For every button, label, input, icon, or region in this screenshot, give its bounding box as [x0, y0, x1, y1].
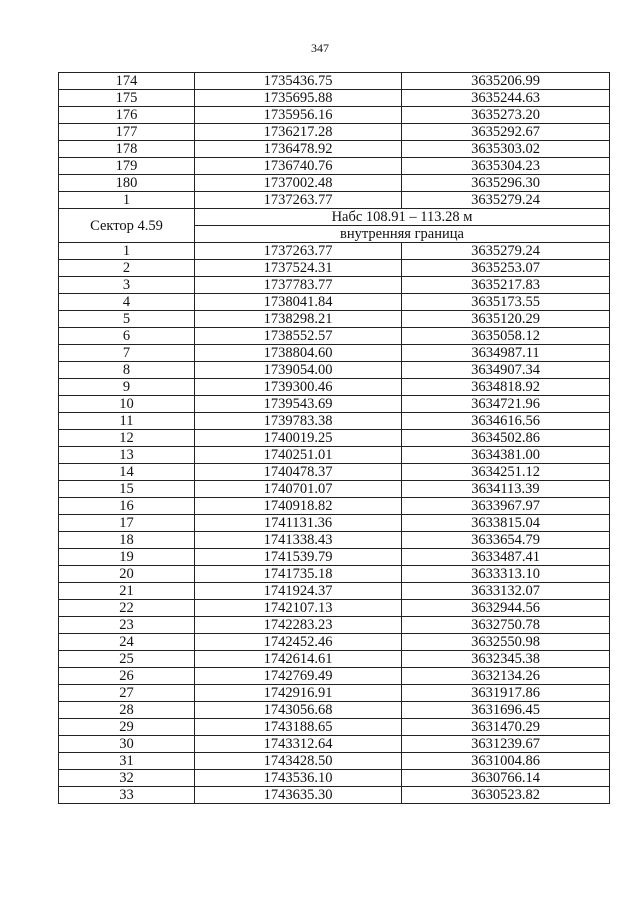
point-number: 1	[59, 192, 195, 209]
table-row	[59, 192, 610, 209]
y-coordinate: 3635217.83	[402, 277, 610, 294]
sector-header	[59, 209, 610, 243]
point-number: 6	[59, 328, 195, 345]
point-number: 29	[59, 719, 195, 736]
x-coordinate: 1743312.64	[195, 736, 402, 753]
table-row	[59, 311, 610, 328]
table-row	[59, 294, 610, 311]
x-coordinate: 1742769.49	[195, 668, 402, 685]
table-row	[59, 107, 610, 124]
x-coordinate: 1737002.48	[195, 175, 402, 192]
table-row	[59, 124, 610, 141]
point-number: 11	[59, 413, 195, 430]
x-coordinate: 1741338.43	[195, 532, 402, 549]
y-coordinate: 3631917.86	[402, 685, 610, 702]
point-number: 27	[59, 685, 195, 702]
y-coordinate: 3630766.14	[402, 770, 610, 787]
table-row	[59, 430, 610, 447]
x-coordinate: 1737783.77	[195, 277, 402, 294]
y-coordinate: 3631696.45	[402, 702, 610, 719]
point-number: 174	[59, 73, 195, 90]
table-row	[59, 566, 610, 583]
table-row	[59, 515, 610, 532]
table-row	[59, 141, 610, 158]
y-coordinate: 3635303.02	[402, 141, 610, 158]
table-row	[59, 736, 610, 753]
table-row	[59, 90, 610, 107]
table-row	[59, 702, 610, 719]
point-number: 10	[59, 396, 195, 413]
point-number: 26	[59, 668, 195, 685]
x-coordinate: 1742614.61	[195, 651, 402, 668]
top-rows-group	[59, 73, 610, 209]
y-coordinate: 3635058.12	[402, 328, 610, 345]
point-number: 33	[59, 787, 195, 804]
point-number: 3	[59, 277, 195, 294]
x-coordinate: 1736217.28	[195, 124, 402, 141]
x-coordinate: 1737263.77	[195, 243, 402, 260]
y-coordinate: 3633815.04	[402, 515, 610, 532]
point-number: 175	[59, 90, 195, 107]
y-coordinate: 3632345.38	[402, 651, 610, 668]
x-coordinate: 1742916.91	[195, 685, 402, 702]
table-row	[59, 719, 610, 736]
y-coordinate: 3632550.98	[402, 634, 610, 651]
point-number: 7	[59, 345, 195, 362]
x-coordinate: 1739543.69	[195, 396, 402, 413]
x-coordinate: 1735695.88	[195, 90, 402, 107]
table-row	[59, 260, 610, 277]
x-coordinate: 1735436.75	[195, 73, 402, 90]
point-number: 9	[59, 379, 195, 396]
x-coordinate: 1742107.13	[195, 600, 402, 617]
x-coordinate: 1740918.82	[195, 498, 402, 515]
y-coordinate: 3633487.41	[402, 549, 610, 566]
sector-name: Сектор 4.59	[59, 209, 195, 243]
point-number: 1	[59, 243, 195, 260]
y-coordinate: 3634381.00	[402, 447, 610, 464]
y-coordinate: 3634907.34	[402, 362, 610, 379]
y-coordinate: 3635173.55	[402, 294, 610, 311]
point-number: 4	[59, 294, 195, 311]
x-coordinate: 1740251.01	[195, 447, 402, 464]
x-coordinate: 1740701.07	[195, 481, 402, 498]
sector-header-row-1	[59, 209, 610, 226]
y-coordinate: 3631004.86	[402, 753, 610, 770]
y-coordinate: 3630523.82	[402, 787, 610, 804]
sector-height-range: Набс 108.91 – 113.28 м	[195, 209, 610, 226]
y-coordinate: 3634502.86	[402, 430, 610, 447]
table-row	[59, 73, 610, 90]
x-coordinate: 1741131.36	[195, 515, 402, 532]
y-coordinate: 3635253.07	[402, 260, 610, 277]
y-coordinate: 3634616.56	[402, 413, 610, 430]
y-coordinate: 3633654.79	[402, 532, 610, 549]
bottom-rows-group	[59, 243, 610, 804]
x-coordinate: 1743188.65	[195, 719, 402, 736]
x-coordinate: 1739300.46	[195, 379, 402, 396]
x-coordinate: 1737263.77	[195, 192, 402, 209]
point-number: 16	[59, 498, 195, 515]
x-coordinate: 1742452.46	[195, 634, 402, 651]
x-coordinate: 1740478.37	[195, 464, 402, 481]
table-row	[59, 362, 610, 379]
table-row	[59, 328, 610, 345]
table-row	[59, 634, 610, 651]
table-row	[59, 787, 610, 804]
x-coordinate: 1741539.79	[195, 549, 402, 566]
y-coordinate: 3634113.39	[402, 481, 610, 498]
y-coordinate: 3632134.26	[402, 668, 610, 685]
x-coordinate: 1743056.68	[195, 702, 402, 719]
y-coordinate: 3635120.29	[402, 311, 610, 328]
table-row	[59, 481, 610, 498]
table-row	[59, 158, 610, 175]
point-number: 20	[59, 566, 195, 583]
table-row	[59, 600, 610, 617]
y-coordinate: 3632944.56	[402, 600, 610, 617]
table-row	[59, 396, 610, 413]
x-coordinate: 1741735.18	[195, 566, 402, 583]
x-coordinate: 1740019.25	[195, 430, 402, 447]
point-number: 2	[59, 260, 195, 277]
point-number: 31	[59, 753, 195, 770]
table-row	[59, 464, 610, 481]
point-number: 180	[59, 175, 195, 192]
point-number: 14	[59, 464, 195, 481]
point-number: 12	[59, 430, 195, 447]
y-coordinate: 3633967.97	[402, 498, 610, 515]
point-number: 178	[59, 141, 195, 158]
y-coordinate: 3631470.29	[402, 719, 610, 736]
x-coordinate: 1738041.84	[195, 294, 402, 311]
page-number: 347	[311, 41, 329, 55]
x-coordinate: 1736478.92	[195, 141, 402, 158]
point-number: 23	[59, 617, 195, 634]
x-coordinate: 1739783.38	[195, 413, 402, 430]
y-coordinate: 3634818.92	[402, 379, 610, 396]
point-number: 21	[59, 583, 195, 600]
table-row	[59, 498, 610, 515]
point-number: 8	[59, 362, 195, 379]
y-coordinate: 3635279.24	[402, 192, 610, 209]
x-coordinate: 1743635.30	[195, 787, 402, 804]
table-row	[59, 175, 610, 192]
table-row	[59, 413, 610, 430]
y-coordinate: 3635244.63	[402, 90, 610, 107]
table-row	[59, 753, 610, 770]
x-coordinate: 1739054.00	[195, 362, 402, 379]
y-coordinate: 3635279.24	[402, 243, 610, 260]
y-coordinate: 3635273.20	[402, 107, 610, 124]
table-row	[59, 651, 610, 668]
x-coordinate: 1742283.23	[195, 617, 402, 634]
point-number: 17	[59, 515, 195, 532]
table-row	[59, 770, 610, 787]
table-row	[59, 685, 610, 702]
point-number: 13	[59, 447, 195, 464]
table-row	[59, 532, 610, 549]
point-number: 24	[59, 634, 195, 651]
y-coordinate: 3635304.23	[402, 158, 610, 175]
point-number: 177	[59, 124, 195, 141]
x-coordinate: 1735956.16	[195, 107, 402, 124]
y-coordinate: 3632750.78	[402, 617, 610, 634]
table-row	[59, 277, 610, 294]
table-row	[59, 549, 610, 566]
y-coordinate: 3635292.67	[402, 124, 610, 141]
y-coordinate: 3635206.99	[402, 73, 610, 90]
point-number: 176	[59, 107, 195, 124]
point-number: 18	[59, 532, 195, 549]
x-coordinate: 1738298.21	[195, 311, 402, 328]
point-number: 28	[59, 702, 195, 719]
point-number: 32	[59, 770, 195, 787]
point-number: 19	[59, 549, 195, 566]
sector-boundary: внутренняя граница	[195, 226, 610, 243]
y-coordinate: 3634251.12	[402, 464, 610, 481]
x-coordinate: 1738552.57	[195, 328, 402, 345]
coordinates-table	[58, 72, 610, 804]
y-coordinate: 3634987.11	[402, 345, 610, 362]
point-number: 22	[59, 600, 195, 617]
point-number: 5	[59, 311, 195, 328]
point-number: 25	[59, 651, 195, 668]
x-coordinate: 1743428.50	[195, 753, 402, 770]
x-coordinate: 1736740.76	[195, 158, 402, 175]
table-row	[59, 345, 610, 362]
x-coordinate: 1738804.60	[195, 345, 402, 362]
point-number: 30	[59, 736, 195, 753]
x-coordinate: 1737524.31	[195, 260, 402, 277]
table-row	[59, 243, 610, 260]
y-coordinate: 3633313.10	[402, 566, 610, 583]
x-coordinate: 1743536.10	[195, 770, 402, 787]
table-row	[59, 668, 610, 685]
y-coordinate: 3631239.67	[402, 736, 610, 753]
table-row	[59, 583, 610, 600]
y-coordinate: 3633132.07	[402, 583, 610, 600]
point-number: 179	[59, 158, 195, 175]
x-coordinate: 1741924.37	[195, 583, 402, 600]
y-coordinate: 3635296.30	[402, 175, 610, 192]
point-number: 15	[59, 481, 195, 498]
y-coordinate: 3634721.96	[402, 396, 610, 413]
table-row	[59, 617, 610, 634]
table-row	[59, 379, 610, 396]
table-row	[59, 447, 610, 464]
